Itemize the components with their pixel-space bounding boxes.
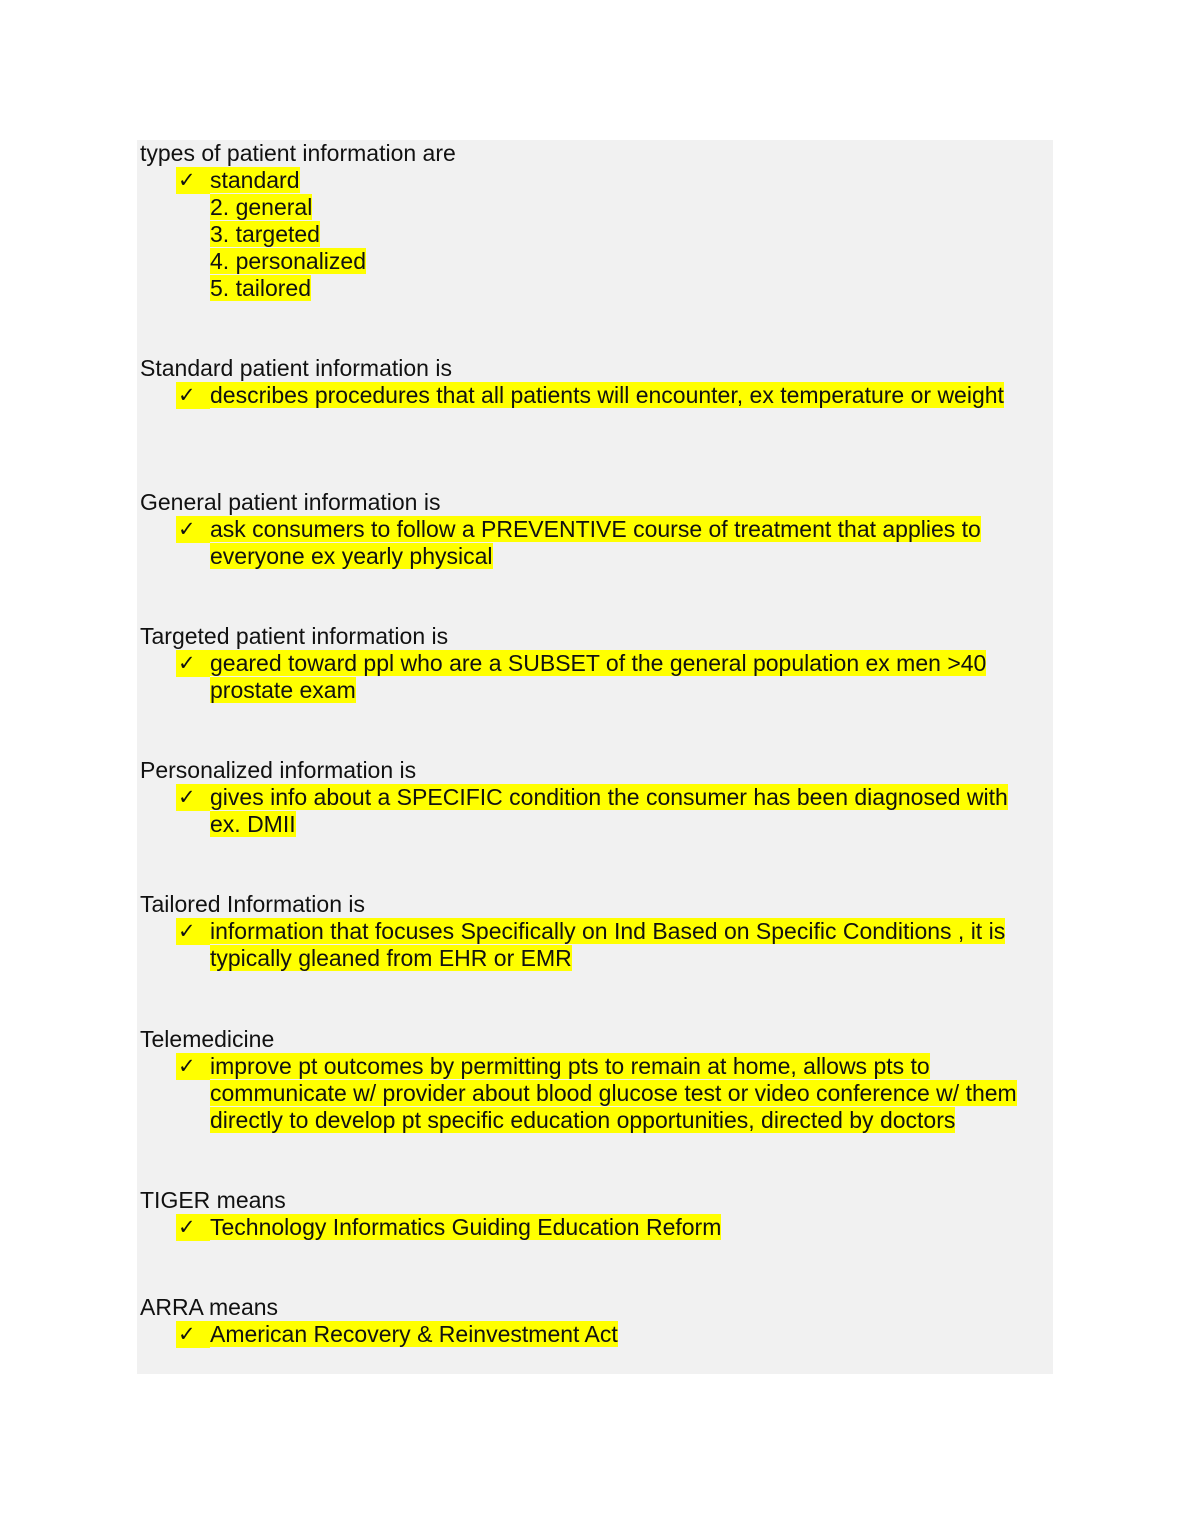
answer-line — [210, 1080, 1017, 1107]
question-label: ARRA means — [140, 1294, 282, 1320]
answer-line — [210, 1053, 930, 1080]
checkmark-icon: ✓ — [176, 650, 210, 677]
highlighted-answer-text: American Recovery & Reinvestment Act — [210, 1321, 618, 1347]
checkmark-icon: ✓ — [176, 1321, 210, 1348]
answer-line — [210, 784, 1008, 811]
answer-line — [210, 382, 1004, 409]
question-label: TIGER means — [140, 1187, 290, 1213]
question-label: Personalized information is — [140, 757, 420, 783]
highlighted-answer-text: typically gleaned from EHR or EMR — [210, 945, 572, 971]
question-label: Tailored Information is — [140, 891, 369, 917]
highlighted-answer-text: geared toward ppl who are a SUBSET of the general population ex men >40 — [210, 650, 987, 676]
answer-line — [210, 221, 320, 248]
highlighted-answer-text: 4. personalized — [210, 248, 366, 274]
answer-line — [210, 1107, 955, 1134]
answer-line — [210, 1214, 721, 1241]
highlighted-answer-text: directly to develop pt specific education opportunities, directed by doctors — [210, 1107, 956, 1133]
highlighted-answer-text: 2. general — [210, 194, 313, 220]
highlighted-answer-text: information that focuses Specifically on Ind Based on Specific Conditions , it is — [210, 918, 1006, 944]
answer-line — [210, 677, 356, 704]
question-text — [140, 140, 460, 167]
checkmark-icon: ✓ — [176, 1214, 210, 1241]
question-label: General patient information is — [140, 489, 444, 515]
checkmark-icon: ✓ — [176, 784, 210, 811]
checkmark-icon: ✓ — [176, 167, 210, 194]
checkmark-icon: ✓ — [176, 1053, 210, 1080]
question-text — [140, 757, 420, 784]
highlighted-answer-text: everyone ex yearly physical — [210, 543, 493, 569]
question-label: Telemedicine — [140, 1026, 278, 1052]
answer-line — [210, 194, 312, 221]
checkmark-icon: ✓ — [176, 382, 210, 409]
question-text — [140, 489, 444, 516]
checkmark-icon: ✓ — [176, 516, 210, 543]
answer-line — [210, 650, 986, 677]
highlighted-answer-text: ex. DMII — [210, 811, 296, 837]
answer-line — [210, 918, 1005, 945]
answer-line — [210, 275, 311, 302]
question-text — [140, 623, 452, 650]
question-text — [140, 355, 456, 382]
highlighted-answer-text: communicate w/ provider about blood glucose test or video conference w/ them — [210, 1080, 1017, 1106]
answer-line — [210, 167, 300, 194]
answer-line — [210, 945, 572, 972]
highlighted-answer-text: prostate exam — [210, 677, 356, 703]
highlighted-answer-text: 3. targeted — [210, 221, 320, 247]
answer-line — [210, 516, 981, 543]
question-label: Standard patient information is — [140, 355, 456, 381]
question-label: types of patient information are — [140, 140, 460, 166]
question-label: Targeted patient information is — [140, 623, 452, 649]
highlighted-answer-text: improve pt outcomes by permitting pts to remain at home, allows pts to — [210, 1053, 930, 1079]
answer-line — [210, 811, 296, 838]
highlighted-answer-text: standard — [210, 167, 300, 193]
question-text — [140, 1026, 278, 1053]
question-text — [140, 1294, 282, 1321]
highlighted-answer-text: describes procedures that all patients will encounter, ex temperature or weight — [210, 382, 1004, 408]
question-text — [140, 1187, 290, 1214]
answer-line — [210, 543, 493, 570]
highlighted-answer-text: ask consumers to follow a PREVENTIVE course of treatment that applies to — [210, 516, 981, 542]
highlighted-answer-text: gives info about a SPECIFIC condition the consumer has been diagnosed with — [210, 784, 1008, 810]
answer-line — [210, 248, 366, 275]
highlighted-answer-text: Technology Informatics Guiding Education Reform — [210, 1214, 722, 1240]
checkmark-icon: ✓ — [176, 918, 210, 945]
highlighted-answer-text: 5. tailored — [210, 275, 312, 301]
answer-line — [210, 1321, 618, 1348]
question-text — [140, 891, 369, 918]
